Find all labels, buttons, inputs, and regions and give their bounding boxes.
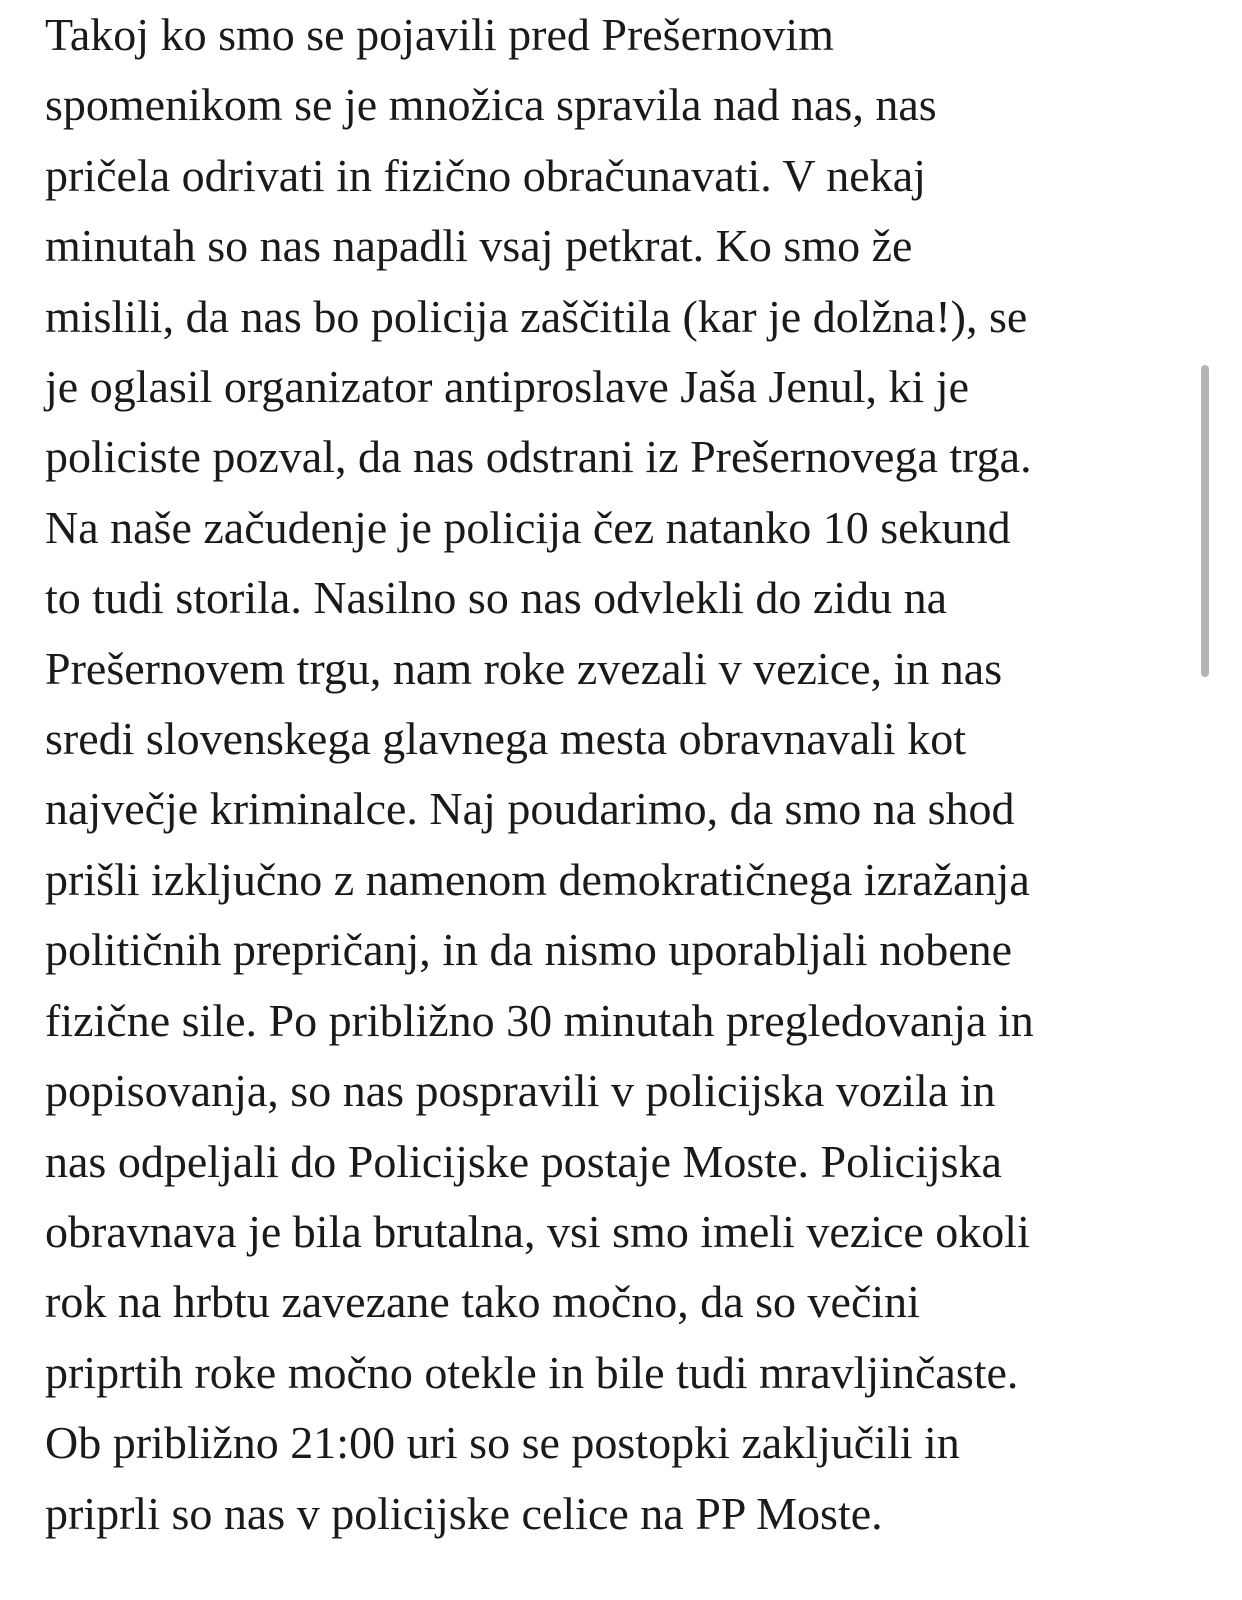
text-line-19: rok na hrbtu zavezane tako močno, da so večini — [45, 1276, 920, 1328]
text-line-21: Ob približno 21:00 uri so se postopki zaključili in — [45, 1417, 960, 1469]
text-line-10: Prešernovem trgu, nam roke zvezali v vezice, in nas — [45, 642, 1003, 694]
text-line-9: to tudi storila. Nasilno so nas odvlekli do zidu na — [45, 572, 948, 624]
text-line-18: obravnava je bila brutalna, vsi smo imeli vezice okoli — [45, 1205, 1030, 1257]
text-line-12: največje kriminalce. Naj poudarimo, da smo na shod — [45, 783, 1015, 835]
text-line-22: priprli so nas v policijske celice na PP Moste. — [45, 1487, 883, 1539]
text-line-14: političnih prepričanj, in da nismo uporabljali nobene — [45, 924, 1013, 976]
text-line-5: mislili, da nas bo policija zaščitila (kar je dolžna!), se — [45, 290, 1028, 342]
text-line-7: policiste pozval, da nas odstrani iz Prešernovega trga. — [45, 431, 1032, 483]
text-line-6: je oglasil organizator antiproslave Jaša Jenul, ki je — [45, 361, 969, 413]
article-body — [45, 0, 1210, 1549]
text-line-13: prišli izključno z namenom demokratičnega izražanja — [45, 853, 1030, 905]
text-line-1: Takoj ko smo se pojavili pred Prešernovim — [45, 9, 834, 60]
text-line-4: minutah so nas napadli vsaj petkrat. Ko smo že — [45, 220, 913, 272]
text-line-11: sredi slovenskega glavnega mesta obravnavali kot — [45, 713, 966, 765]
text-line-15: fizične sile. Po približno 30 minutah pregledovanja in — [45, 994, 1034, 1046]
text-line-2: spomenikom se je množica spravila nad nas, nas — [45, 79, 937, 131]
article-paragraph — [45, 0, 1210, 1549]
vertical-scrollbar-thumb[interactable] — [1201, 365, 1209, 677]
text-line-8: Na naše začudenje je policija čez natanko 10 sekund — [45, 501, 1011, 553]
text-line-20: priprtih roke močno otekle in bile tudi mravljinčaste. — [45, 1346, 1019, 1398]
text-line-3: pričela odrivati in fizično obračunavati. V nekaj — [45, 149, 926, 201]
text-line-17: nas odpeljali do Policijske postaje Moste. Policijska — [45, 1135, 1002, 1187]
text-line-16: popisovanja, so nas pospravili v policijska vozila in — [45, 1065, 996, 1117]
